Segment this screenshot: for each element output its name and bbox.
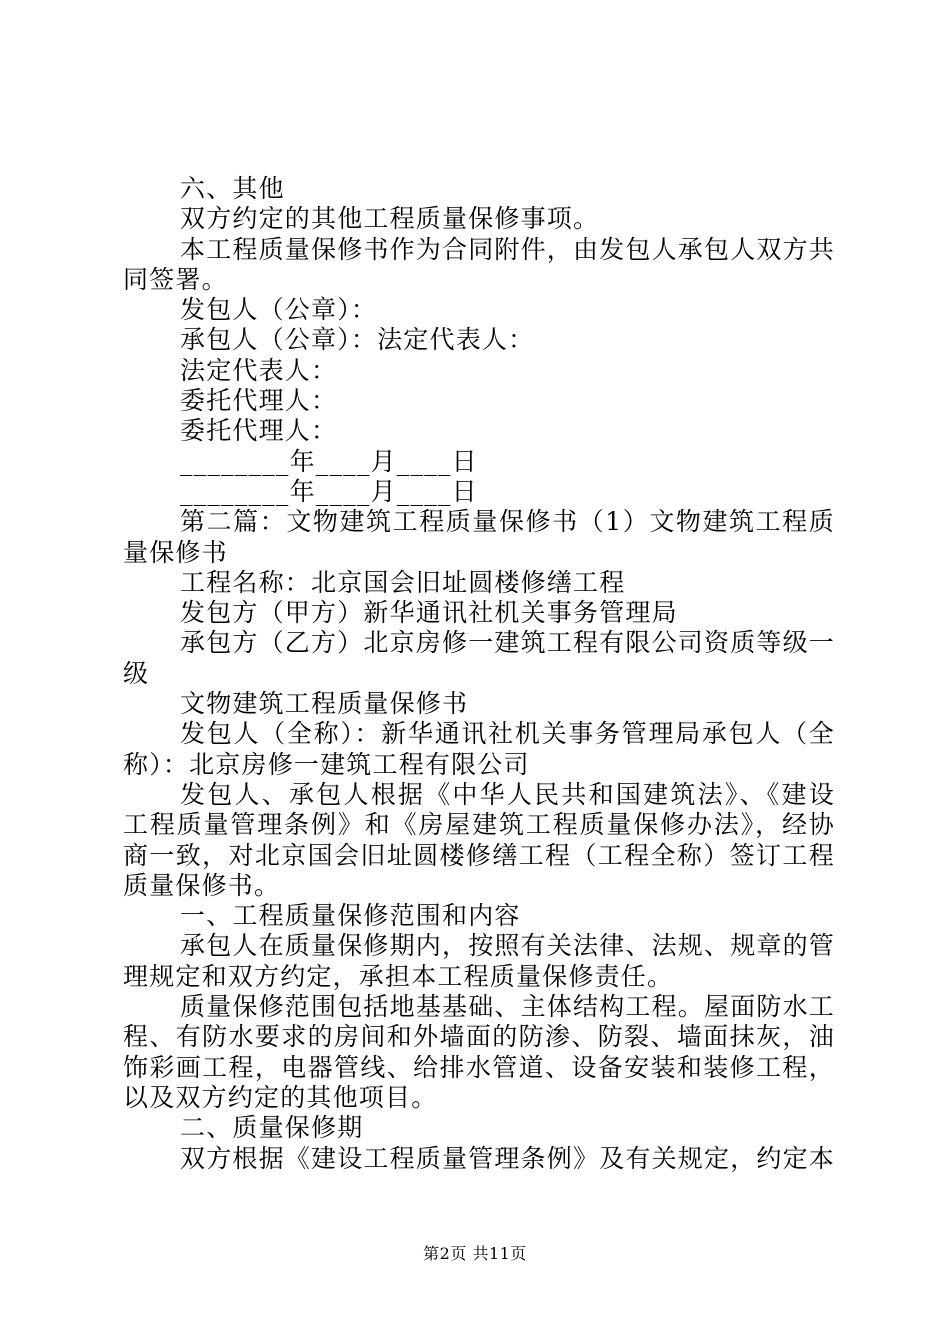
project-name: 工程名称：北京国会旧址圆楼修缮工程	[180, 567, 626, 597]
document-title: 文物建筑工程质量保修书	[180, 689, 469, 719]
signature-line-legal-representative: 法定代表人：	[180, 355, 338, 385]
paragraph: 本工程质量保修书作为合同附件，由发包人承包人双方共同签署。	[123, 234, 836, 294]
paragraph: 质量保修范围包括地基基础、主体结构工程。屋面防水工程、有防水要求的房间和外墙面的防渗、防裂、墙面抹灰，油饰彩画工程，电器管线、给排水管道、设备安装和装修工程，以及双方约定的其他项目。	[123, 992, 836, 1112]
parties-fullname: 发包人（全称）：新华通讯社机关事务管理局承包人（全称）：北京房修一建筑工程有限公司	[123, 719, 835, 779]
paragraph: 双方约定的其他工程质量保修事项。	[180, 204, 600, 234]
document-body	[123, 174, 835, 1174]
signature-line-authorized-agent: 委托代理人：	[180, 416, 338, 446]
paragraph: 发包人、承包人根据《中华人民共和国建筑法》、《建设工程质量管理条例》和《房屋建筑工程质量保修办法》，经协商一致，对北京国会旧址圆楼修缮工程（工程全称）签订工程质量保修书。	[123, 779, 835, 900]
section-heading-warranty-period: 二、质量保修期	[180, 1113, 364, 1143]
signature-line-authorized-agent: 委托代理人：	[180, 386, 338, 416]
date-line: ________年____月____日	[180, 476, 478, 506]
section-heading-scope: 一、工程质量保修范围和内容	[180, 901, 521, 931]
paragraph: 承包人在质量保修期内，按照有关法律、法规、规章的管理规定和双方约定，承担本工程质量保修责任。	[123, 931, 836, 991]
page-number-footer: 第2页 共11页	[423, 1244, 527, 1263]
date-line: ________年____月____日	[180, 446, 478, 476]
signature-line-employer-seal: 发包人（公章）：	[180, 295, 378, 325]
chapter-title: 第二篇：文物建筑工程质量保修书（1）文物建筑工程质量保修书	[123, 507, 835, 567]
signature-line-contractor-seal: 承包人（公章）：法定代表人：	[180, 325, 535, 355]
section-heading-other: 六、其他	[180, 174, 285, 203]
contractor-party: 承包方（乙方）北京房修一建筑工程有限公司资质等级一级	[123, 628, 836, 688]
employer-party: 发包方（甲方）新华通讯社机关事务管理局	[180, 598, 678, 628]
paragraph: 双方根据《建设工程质量管理条例》及有关规定，约定本	[180, 1143, 836, 1173]
